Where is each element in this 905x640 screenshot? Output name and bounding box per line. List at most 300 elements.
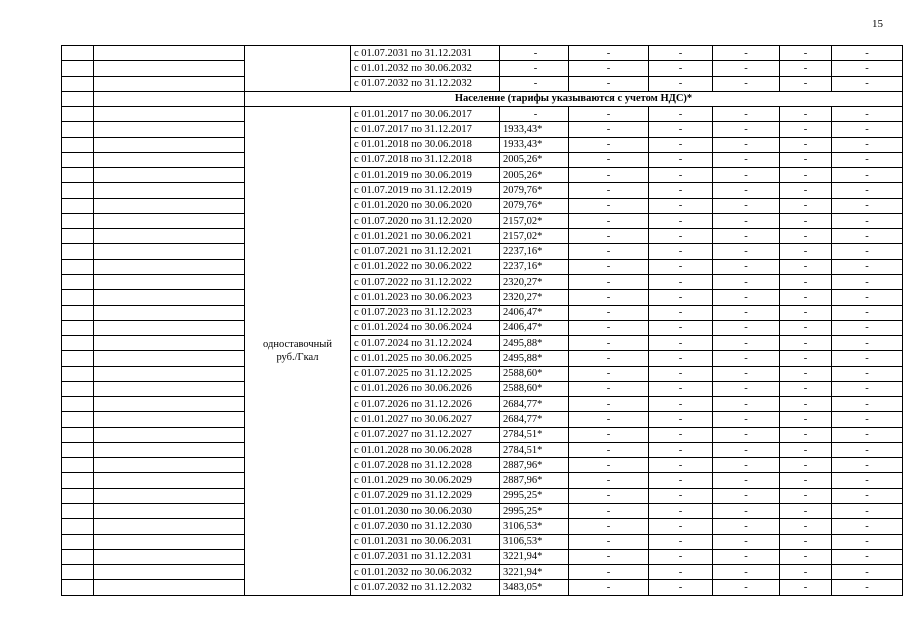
- table-row: [62, 565, 903, 580]
- dash-cell: -: [713, 397, 780, 412]
- dash-cell: -: [569, 61, 649, 76]
- dash-cell: -: [649, 381, 713, 396]
- blank-cell: [62, 580, 94, 595]
- dash-cell: -: [569, 503, 649, 518]
- dash-cell: -: [780, 473, 832, 488]
- blank-cell: [62, 442, 94, 457]
- dash-cell: -: [832, 107, 903, 122]
- table-row: [62, 458, 903, 473]
- period-cell: с 01.01.2026 по 30.06.2026: [351, 381, 500, 396]
- period-cell: с 01.07.2017 по 31.12.2017: [351, 122, 500, 137]
- dash-cell: -: [832, 549, 903, 564]
- table-row: [62, 46, 903, 61]
- dash-cell: -: [832, 274, 903, 289]
- dash-cell: -: [832, 366, 903, 381]
- unit-cell: [245, 107, 351, 596]
- dash-cell: -: [832, 473, 903, 488]
- section-title: Население (тарифы указываются с учетом НДС)*: [245, 91, 903, 106]
- blank-cell: [62, 76, 94, 91]
- blank-cell: [94, 351, 245, 366]
- dash-cell: -: [649, 198, 713, 213]
- table-row: [62, 244, 903, 259]
- dash-cell: -: [832, 503, 903, 518]
- tariff-table-body: [62, 46, 903, 596]
- blank-cell: [62, 274, 94, 289]
- dash-cell: -: [832, 46, 903, 61]
- dash-cell: -: [713, 259, 780, 274]
- value-cell: 3483,05*: [500, 580, 569, 595]
- value-cell: 2237,16*: [500, 244, 569, 259]
- dash-cell: -: [832, 290, 903, 305]
- dash-cell: -: [569, 580, 649, 595]
- dash-cell: -: [649, 290, 713, 305]
- dash-cell: -: [569, 290, 649, 305]
- dash-cell: -: [713, 534, 780, 549]
- table-row: [62, 152, 903, 167]
- blank-cell: [62, 519, 94, 534]
- dash-cell: -: [780, 351, 832, 366]
- dash-cell: -: [780, 381, 832, 396]
- period-cell: с 01.07.2032 по 31.12.2032: [351, 580, 500, 595]
- blank-cell: [94, 183, 245, 198]
- dash-cell: -: [780, 412, 832, 427]
- dash-cell: -: [649, 274, 713, 289]
- dash-cell: -: [649, 213, 713, 228]
- dash-cell: -: [780, 488, 832, 503]
- dash-cell: -: [780, 183, 832, 198]
- dash-cell: -: [713, 122, 780, 137]
- dash-cell: -: [649, 137, 713, 152]
- dash-cell: -: [832, 198, 903, 213]
- blank-cell: [94, 473, 245, 488]
- dash-cell: -: [569, 519, 649, 534]
- table-row: [62, 137, 903, 152]
- blank-cell: [62, 213, 94, 228]
- blank-cell: [94, 168, 245, 183]
- blank-cell: [62, 183, 94, 198]
- table-row: [62, 519, 903, 534]
- dash-cell: -: [569, 534, 649, 549]
- blank-cell: [62, 91, 94, 106]
- table-row: [62, 336, 903, 351]
- dash-cell: -: [713, 549, 780, 564]
- period-cell: с 01.07.2021 по 31.12.2021: [351, 244, 500, 259]
- table-row: [62, 580, 903, 595]
- dash-cell: -: [649, 488, 713, 503]
- dash-cell: -: [832, 565, 903, 580]
- unit-type: одноставочный: [263, 338, 332, 350]
- table-row: [62, 259, 903, 274]
- dash-cell: -: [649, 46, 713, 61]
- dash-cell: -: [713, 442, 780, 457]
- dash-cell: -: [780, 122, 832, 137]
- dash-cell: -: [832, 152, 903, 167]
- dash-cell: -: [832, 61, 903, 76]
- dash-cell: -: [569, 351, 649, 366]
- period-cell: с 01.01.2020 по 30.06.2020: [351, 198, 500, 213]
- value-cell: 3221,94*: [500, 549, 569, 564]
- blank-cell: [62, 168, 94, 183]
- dash-cell: -: [713, 244, 780, 259]
- blank-cell: [62, 259, 94, 274]
- dash-cell: -: [713, 427, 780, 442]
- table-row: [62, 198, 903, 213]
- period-cell: с 01.01.2024 по 30.06.2024: [351, 320, 500, 335]
- dash-cell: -: [832, 458, 903, 473]
- blank-cell: [62, 534, 94, 549]
- value-cell: 2005,26*: [500, 168, 569, 183]
- period-cell: с 01.07.2029 по 31.12.2029: [351, 488, 500, 503]
- dash-cell: -: [649, 244, 713, 259]
- period-cell: с 01.07.2018 по 31.12.2018: [351, 152, 500, 167]
- dash-cell: -: [649, 107, 713, 122]
- table-row: [62, 412, 903, 427]
- dash-cell: -: [569, 198, 649, 213]
- table-row: [62, 320, 903, 335]
- value-cell: 2784,51*: [500, 442, 569, 457]
- dash-cell: -: [569, 442, 649, 457]
- period-cell: с 01.07.2031 по 31.12.2031: [351, 46, 500, 61]
- dash-cell: -: [832, 259, 903, 274]
- period-cell: с 01.07.2030 по 31.12.2030: [351, 519, 500, 534]
- value-cell: 2995,25*: [500, 488, 569, 503]
- period-cell: с 01.07.2031 по 31.12.2031: [351, 549, 500, 564]
- dash-cell: -: [649, 366, 713, 381]
- tariff-sheet: [61, 45, 903, 596]
- dash-cell: -: [832, 76, 903, 91]
- table-row: [62, 397, 903, 412]
- blank-cell: [62, 366, 94, 381]
- table-row: [62, 122, 903, 137]
- dash-cell: -: [569, 565, 649, 580]
- dash-cell: -: [832, 122, 903, 137]
- blank-cell: [94, 91, 245, 106]
- blank-cell: [62, 229, 94, 244]
- blank-cell: [94, 274, 245, 289]
- blank-cell: [94, 305, 245, 320]
- dash-cell: -: [569, 397, 649, 412]
- period-cell: с 01.01.2027 по 30.06.2027: [351, 412, 500, 427]
- dash-cell: -: [569, 244, 649, 259]
- dash-cell: -: [780, 565, 832, 580]
- dash-cell: -: [832, 244, 903, 259]
- dash-cell: -: [569, 76, 649, 91]
- dash-cell: -: [569, 46, 649, 61]
- dash-cell: -: [569, 320, 649, 335]
- blank-cell: [62, 244, 94, 259]
- value-cell: 3106,53*: [500, 519, 569, 534]
- value-cell: 2588,60*: [500, 366, 569, 381]
- blank-cell: [94, 381, 245, 396]
- value-cell: 2887,96*: [500, 473, 569, 488]
- table-row: [62, 168, 903, 183]
- dash-cell: -: [780, 259, 832, 274]
- blank-cell: [94, 565, 245, 580]
- value-cell: 2995,25*: [500, 503, 569, 518]
- blank-cell: [62, 412, 94, 427]
- dash-cell: -: [713, 336, 780, 351]
- dash-cell: -: [649, 61, 713, 76]
- value-cell: 2887,96*: [500, 458, 569, 473]
- dash-cell: -: [713, 320, 780, 335]
- table-row: [62, 107, 903, 122]
- period-cell: с 01.01.2023 по 30.06.2023: [351, 290, 500, 305]
- blank-cell: [62, 137, 94, 152]
- dash-cell: -: [780, 442, 832, 457]
- dash-cell: -: [780, 458, 832, 473]
- dash-cell: -: [649, 519, 713, 534]
- blank-cell: [94, 213, 245, 228]
- dash-cell: -: [832, 580, 903, 595]
- blank-cell: [94, 320, 245, 335]
- dash-cell: -: [649, 168, 713, 183]
- dash-cell: -: [713, 565, 780, 580]
- dash-cell: -: [713, 183, 780, 198]
- blank-cell: [62, 381, 94, 396]
- blank-cell: [62, 305, 94, 320]
- value-cell: 2079,76*: [500, 183, 569, 198]
- blank-cell: [94, 244, 245, 259]
- dash-cell: -: [649, 259, 713, 274]
- dash-cell: -: [832, 183, 903, 198]
- dash-cell: -: [832, 427, 903, 442]
- dash-cell: -: [649, 122, 713, 137]
- value-cell: 2588,60*: [500, 381, 569, 396]
- table-row: [62, 549, 903, 564]
- period-cell: с 01.07.2024 по 31.12.2024: [351, 336, 500, 351]
- dash-cell: -: [832, 336, 903, 351]
- dash-cell: -: [569, 381, 649, 396]
- blank-cell: [62, 458, 94, 473]
- value-cell: -: [500, 107, 569, 122]
- dash-cell: -: [780, 168, 832, 183]
- dash-cell: -: [713, 290, 780, 305]
- dash-cell: -: [780, 46, 832, 61]
- dash-cell: -: [780, 213, 832, 228]
- dash-cell: -: [832, 381, 903, 396]
- dash-cell: -: [649, 442, 713, 457]
- value-cell: 2495,88*: [500, 351, 569, 366]
- dash-cell: -: [780, 107, 832, 122]
- table-row: [62, 503, 903, 518]
- blank-cell: [94, 412, 245, 427]
- period-cell: с 01.07.2027 по 31.12.2027: [351, 427, 500, 442]
- table-row: [62, 183, 903, 198]
- dash-cell: -: [569, 122, 649, 137]
- blank-cell: [94, 137, 245, 152]
- dash-cell: -: [780, 198, 832, 213]
- value-cell: 2684,77*: [500, 397, 569, 412]
- dash-cell: -: [649, 229, 713, 244]
- dash-cell: -: [832, 488, 903, 503]
- blank-cell: [94, 76, 245, 91]
- dash-cell: -: [569, 549, 649, 564]
- dash-cell: -: [649, 336, 713, 351]
- page-number: 15: [872, 18, 883, 30]
- blank-cell: [94, 198, 245, 213]
- dash-cell: -: [649, 458, 713, 473]
- blank-cell: [62, 122, 94, 137]
- table-row: [62, 488, 903, 503]
- table-row: [62, 381, 903, 396]
- dash-cell: -: [780, 229, 832, 244]
- dash-cell: -: [649, 549, 713, 564]
- dash-cell: -: [713, 274, 780, 289]
- blank-cell: [62, 427, 94, 442]
- dash-cell: -: [649, 412, 713, 427]
- blank-cell: [94, 488, 245, 503]
- blank-cell: [62, 565, 94, 580]
- dash-cell: -: [569, 259, 649, 274]
- dash-cell: -: [713, 137, 780, 152]
- dash-cell: -: [713, 61, 780, 76]
- dash-cell: -: [780, 244, 832, 259]
- dash-cell: -: [649, 397, 713, 412]
- value-cell: -: [500, 61, 569, 76]
- dash-cell: -: [569, 336, 649, 351]
- dash-cell: -: [569, 427, 649, 442]
- blank-cell: [62, 336, 94, 351]
- dash-cell: -: [832, 397, 903, 412]
- period-cell: с 01.01.2031 по 30.06.2031: [351, 534, 500, 549]
- table-row: [62, 534, 903, 549]
- dash-cell: -: [649, 503, 713, 518]
- blank-cell: [94, 290, 245, 305]
- value-cell: 1933,43*: [500, 137, 569, 152]
- dash-cell: -: [569, 305, 649, 320]
- dash-cell: -: [832, 534, 903, 549]
- blank-cell: [62, 488, 94, 503]
- dash-cell: -: [569, 412, 649, 427]
- dash-cell: -: [713, 213, 780, 228]
- dash-cell: -: [569, 458, 649, 473]
- dash-cell: -: [713, 473, 780, 488]
- dash-cell: -: [832, 442, 903, 457]
- blank-cell: [94, 549, 245, 564]
- table-row: [62, 305, 903, 320]
- value-cell: 3106,53*: [500, 534, 569, 549]
- period-cell: с 01.01.2030 по 30.06.2030: [351, 503, 500, 518]
- table-row: [62, 442, 903, 457]
- dash-cell: -: [649, 305, 713, 320]
- dash-cell: -: [713, 305, 780, 320]
- blank-cell: [62, 46, 94, 61]
- dash-cell: -: [649, 580, 713, 595]
- table-row: [62, 229, 903, 244]
- value-cell: 2320,27*: [500, 274, 569, 289]
- blank-cell: [94, 580, 245, 595]
- blank-cell: [62, 152, 94, 167]
- table-row: [62, 473, 903, 488]
- tariff-table: [61, 45, 903, 596]
- blank-cell: [94, 336, 245, 351]
- dash-cell: -: [649, 534, 713, 549]
- blank-cell: [62, 107, 94, 122]
- dash-cell: -: [713, 152, 780, 167]
- dash-cell: -: [713, 458, 780, 473]
- period-cell: с 01.01.2018 по 30.06.2018: [351, 137, 500, 152]
- dash-cell: -: [780, 305, 832, 320]
- dash-cell: -: [780, 549, 832, 564]
- dash-cell: -: [713, 366, 780, 381]
- dash-cell: -: [569, 488, 649, 503]
- table-row: [62, 290, 903, 305]
- value-cell: 2005,26*: [500, 152, 569, 167]
- dash-cell: -: [569, 366, 649, 381]
- dash-cell: -: [649, 76, 713, 91]
- dash-cell: -: [780, 580, 832, 595]
- period-cell: с 01.01.2032 по 30.06.2032: [351, 565, 500, 580]
- dash-cell: -: [780, 290, 832, 305]
- dash-cell: -: [713, 198, 780, 213]
- value-cell: 2237,16*: [500, 259, 569, 274]
- blank-cell: [94, 152, 245, 167]
- dash-cell: -: [649, 565, 713, 580]
- value-cell: 2157,02*: [500, 213, 569, 228]
- dash-cell: -: [649, 152, 713, 167]
- period-cell: с 01.01.2028 по 30.06.2028: [351, 442, 500, 457]
- dash-cell: -: [649, 427, 713, 442]
- period-cell: с 01.01.2022 по 30.06.2022: [351, 259, 500, 274]
- dash-cell: -: [832, 305, 903, 320]
- dash-cell: -: [713, 229, 780, 244]
- blank-cell: [62, 320, 94, 335]
- unit-measure: руб./Гкал: [276, 351, 319, 363]
- period-cell: с 01.01.2019 по 30.06.2019: [351, 168, 500, 183]
- dash-cell: -: [569, 473, 649, 488]
- period-cell: с 01.07.2026 по 31.12.2026: [351, 397, 500, 412]
- dash-cell: -: [713, 519, 780, 534]
- dash-cell: -: [780, 427, 832, 442]
- period-cell: с 01.07.2028 по 31.12.2028: [351, 458, 500, 473]
- dash-cell: -: [780, 320, 832, 335]
- blank-cell: [94, 366, 245, 381]
- dash-cell: -: [569, 137, 649, 152]
- dash-cell: -: [780, 519, 832, 534]
- blank-cell: [94, 61, 245, 76]
- dash-cell: -: [832, 351, 903, 366]
- blank-cell: [62, 503, 94, 518]
- blank-cell: [94, 229, 245, 244]
- blank-cell: [62, 351, 94, 366]
- blank-cell: [62, 549, 94, 564]
- value-cell: -: [500, 46, 569, 61]
- period-cell: с 01.07.2025 по 31.12.2025: [351, 366, 500, 381]
- dash-cell: -: [569, 168, 649, 183]
- value-cell: 2684,77*: [500, 412, 569, 427]
- value-cell: 2406,47*: [500, 305, 569, 320]
- blank-cell: [94, 427, 245, 442]
- dash-cell: -: [649, 183, 713, 198]
- blank-cell: [94, 397, 245, 412]
- period-cell: с 01.07.2019 по 31.12.2019: [351, 183, 500, 198]
- table-row: [62, 427, 903, 442]
- dash-cell: -: [780, 152, 832, 167]
- dash-cell: -: [713, 488, 780, 503]
- value-cell: -: [500, 76, 569, 91]
- unit-cell-empty: [245, 46, 351, 92]
- value-cell: 2495,88*: [500, 336, 569, 351]
- dash-cell: -: [569, 229, 649, 244]
- dash-cell: -: [832, 137, 903, 152]
- dash-cell: -: [649, 351, 713, 366]
- dash-cell: -: [713, 46, 780, 61]
- dash-cell: -: [780, 137, 832, 152]
- dash-cell: -: [569, 107, 649, 122]
- period-cell: с 01.07.2023 по 31.12.2023: [351, 305, 500, 320]
- dash-cell: -: [569, 274, 649, 289]
- table-row: [62, 213, 903, 228]
